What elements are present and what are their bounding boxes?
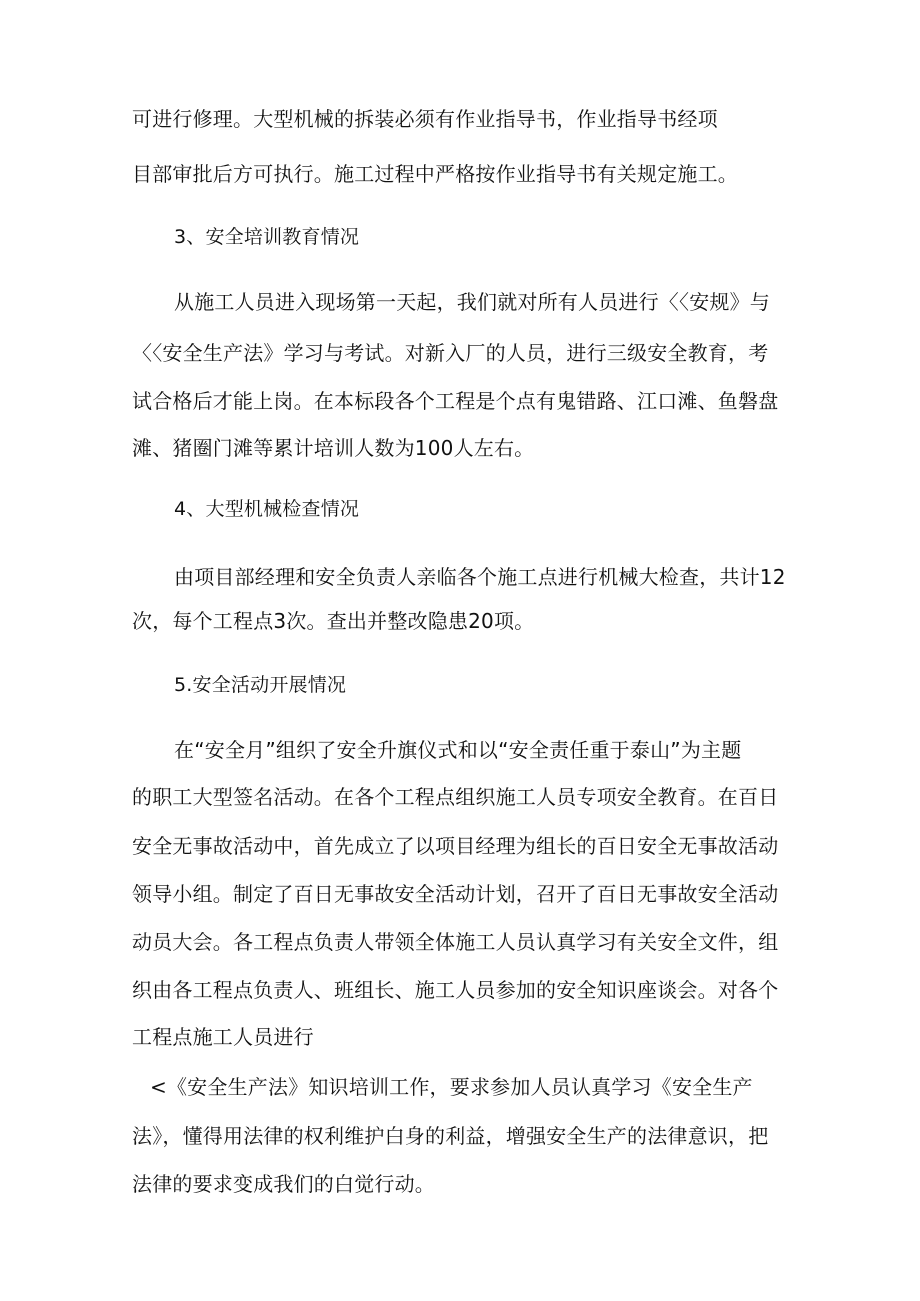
body-line: 次，每个工程点3次。查出并整改隐患20项。 bbox=[132, 609, 535, 633]
body-line: 织由各工程点负责人、班组长、施工人员参加的安全知识座谈会。对各个 bbox=[132, 978, 779, 1002]
body-line: 〈〈安全生产法》学习与考试。对新入厂的人员，进行三级安全教育，考 bbox=[132, 341, 769, 365]
body-line: 的职工大型签名活动。在各个工程点组织施工人员专项安全教育。在百日 bbox=[132, 785, 779, 809]
body-line: <《安全生产法》知识培训工作，要求参加人员认真学习《安全生产 bbox=[150, 1075, 753, 1099]
body-line: 在“安全月”组织了安全升旗仪式和以“安全责任重于泰山”为主题 bbox=[174, 738, 742, 762]
body-line: 法律的要求变成我们的白觉行动。 bbox=[132, 1172, 435, 1196]
body-line: 领导小组。制定了百日无事故安全活动计划，召开了百日无事故安全活动 bbox=[132, 882, 779, 906]
body-line: 可进行修理。大型机械的拆装必须有作业指导书，作业指导书经项 bbox=[132, 107, 718, 131]
body-line: 法》，懂得用法律的权利维护白身的利益，增强安全生产的法律意识，把 bbox=[132, 1124, 769, 1148]
body-line: 目部审批后方可执行。施工过程中严格按作业指导书有关规定施工。 bbox=[132, 162, 738, 186]
body-line: 由项目部经理和安全负责人亲临各个施工点进行机械大检查，共计12 bbox=[174, 565, 786, 589]
section-heading-3: 3、安全培训教育情况 bbox=[174, 226, 360, 248]
body-line: 安全无事故活动中，首先成立了以项目经理为组长的百日安全无事故活动 bbox=[132, 834, 779, 858]
body-line: 试合格后才能上岗。在本标段各个工程是个点有鬼错路、江口滩、鱼磐盘 bbox=[132, 389, 779, 413]
body-line: 动员大会。各工程点负责人带领全体施工人员认真学习有关安全文件，组 bbox=[132, 930, 779, 954]
section-heading-4: 4、大型机械检查情况 bbox=[174, 498, 360, 520]
body-line: 工程点施工人员进行 bbox=[132, 1025, 314, 1049]
section-heading-5: 5.安全活动开展情况 bbox=[174, 674, 347, 696]
body-line: 滩、猪圈门滩等累计培训人数为100人左右。 bbox=[132, 436, 535, 460]
body-line: 从施工人员进入现场第一天起，我们就对所有人员进行〈〈安规》与 bbox=[174, 290, 770, 314]
